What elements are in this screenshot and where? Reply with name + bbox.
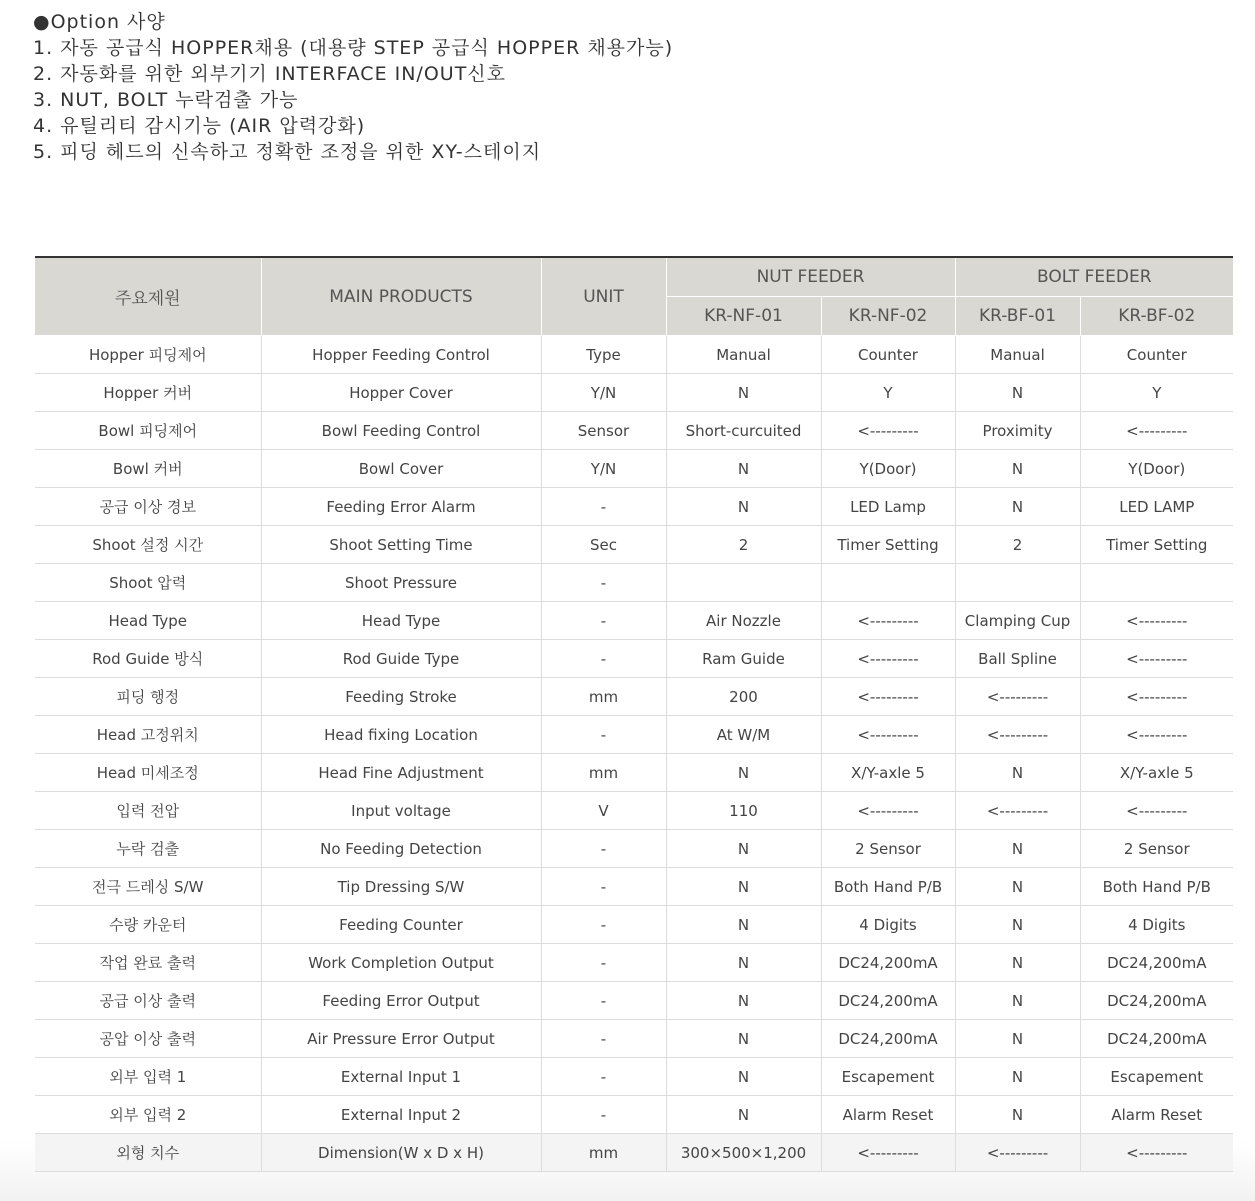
cell-kr-nf-02: <--------- bbox=[821, 602, 955, 640]
cell-unit: - bbox=[541, 602, 666, 640]
cell-kr-bf-01: <--------- bbox=[955, 716, 1080, 754]
cell-kr-bf-01: N bbox=[955, 1058, 1080, 1096]
cell-kr-bf-01: <--------- bbox=[955, 1134, 1080, 1172]
table-row bbox=[35, 1096, 1233, 1134]
cell-unit: - bbox=[541, 1058, 666, 1096]
cell-kr-nf-02: Counter bbox=[821, 336, 955, 374]
cell-kr-bf-01: N bbox=[955, 754, 1080, 792]
cell-kr-bf-02: <--------- bbox=[1080, 602, 1233, 640]
cell-kr-nf-01: N bbox=[666, 944, 821, 982]
cell-main-product: Bowl Cover bbox=[261, 450, 541, 488]
cell-kr-bf-01: <--------- bbox=[955, 792, 1080, 830]
cell-kr-nf-01: N bbox=[666, 1020, 821, 1058]
header-model-kr-nf-02: KR-NF-02 bbox=[821, 297, 955, 336]
cell-kr-bf-01: Proximity bbox=[955, 412, 1080, 450]
option-item-3: 3. NUT, BOLT 누락검출 가능 bbox=[33, 89, 299, 111]
cell-main-product: Bowl Feeding Control bbox=[261, 412, 541, 450]
cell-main-product: Head Type bbox=[261, 602, 541, 640]
cell-kr-nf-01: N bbox=[666, 374, 821, 412]
cell-kr-bf-02: Alarm Reset bbox=[1080, 1096, 1233, 1134]
cell-kr-nf-01: N bbox=[666, 488, 821, 526]
option-spec-list bbox=[33, 9, 673, 165]
cell-kr-nf-01: 200 bbox=[666, 678, 821, 716]
cell-unit: Y/N bbox=[541, 450, 666, 488]
table-row bbox=[35, 1058, 1233, 1096]
header-nut-feeder: NUT FEEDER bbox=[666, 257, 955, 297]
cell-spec-kr: 작업 완료 출력 bbox=[35, 944, 261, 982]
cell-kr-bf-02: <--------- bbox=[1080, 792, 1233, 830]
table-row bbox=[35, 1020, 1233, 1058]
table-row bbox=[35, 526, 1233, 564]
spec-table-header bbox=[35, 257, 1233, 336]
cell-kr-bf-01: N bbox=[955, 488, 1080, 526]
cell-kr-nf-01: Ram Guide bbox=[666, 640, 821, 678]
cell-kr-bf-01: Clamping Cup bbox=[955, 602, 1080, 640]
cell-kr-nf-02: DC24,200mA bbox=[821, 982, 955, 1020]
cell-unit: - bbox=[541, 488, 666, 526]
option-item-4: 4. 유틸리티 감시기능 (AIR 압력강화) bbox=[33, 115, 366, 137]
cell-kr-nf-02: Timer Setting bbox=[821, 526, 955, 564]
cell-unit: - bbox=[541, 868, 666, 906]
table-row bbox=[35, 944, 1233, 982]
cell-kr-nf-02: <--------- bbox=[821, 412, 955, 450]
cell-spec-kr: Bowl 커버 bbox=[35, 450, 261, 488]
header-model-kr-bf-02: KR-BF-02 bbox=[1080, 297, 1233, 336]
table-row bbox=[35, 792, 1233, 830]
cell-kr-nf-01: 300×500×1,200 bbox=[666, 1134, 821, 1172]
table-row bbox=[35, 412, 1233, 450]
cell-main-product: Air Pressure Error Output bbox=[261, 1020, 541, 1058]
cell-kr-bf-01: N bbox=[955, 450, 1080, 488]
cell-kr-bf-01: N bbox=[955, 868, 1080, 906]
cell-spec-kr: 공압 이상 출력 bbox=[35, 1020, 261, 1058]
cell-kr-bf-01: N bbox=[955, 982, 1080, 1020]
cell-unit: - bbox=[541, 906, 666, 944]
cell-spec-kr: 전극 드레싱 S/W bbox=[35, 868, 261, 906]
cell-spec-kr: 공급 이상 출력 bbox=[35, 982, 261, 1020]
table-row bbox=[35, 1134, 1233, 1172]
cell-main-product: Head fixing Location bbox=[261, 716, 541, 754]
cell-kr-bf-02: Counter bbox=[1080, 336, 1233, 374]
cell-kr-nf-01: N bbox=[666, 754, 821, 792]
cell-kr-nf-01: N bbox=[666, 1058, 821, 1096]
cell-unit: - bbox=[541, 1020, 666, 1058]
spec-table bbox=[35, 256, 1233, 1172]
option-item-5: 5. 피딩 헤드의 신속하고 정확한 조정을 위한 XY-스테이지 bbox=[33, 141, 542, 163]
cell-kr-nf-01: N bbox=[666, 1096, 821, 1134]
cell-kr-nf-01: N bbox=[666, 830, 821, 868]
cell-kr-nf-02: Y(Door) bbox=[821, 450, 955, 488]
cell-kr-bf-01 bbox=[955, 564, 1080, 602]
cell-kr-bf-02: <--------- bbox=[1080, 412, 1233, 450]
cell-unit: - bbox=[541, 1096, 666, 1134]
table-row bbox=[35, 374, 1233, 412]
cell-kr-bf-02: 4 Digits bbox=[1080, 906, 1233, 944]
cell-kr-bf-02: <--------- bbox=[1080, 640, 1233, 678]
cell-kr-bf-01: 2 bbox=[955, 526, 1080, 564]
cell-kr-bf-01: N bbox=[955, 830, 1080, 868]
cell-kr-bf-02: Both Hand P/B bbox=[1080, 868, 1233, 906]
cell-unit: - bbox=[541, 564, 666, 602]
table-row bbox=[35, 868, 1233, 906]
cell-kr-nf-02: Both Hand P/B bbox=[821, 868, 955, 906]
cell-main-product: Shoot Setting Time bbox=[261, 526, 541, 564]
table-row bbox=[35, 982, 1233, 1020]
cell-kr-bf-01: <--------- bbox=[955, 678, 1080, 716]
cell-spec-kr: 외형 치수 bbox=[35, 1134, 261, 1172]
cell-kr-nf-02: Y bbox=[821, 374, 955, 412]
cell-kr-bf-02: DC24,200mA bbox=[1080, 944, 1233, 982]
cell-kr-nf-02: DC24,200mA bbox=[821, 944, 955, 982]
cell-spec-kr: Head Type bbox=[35, 602, 261, 640]
cell-main-product: External Input 2 bbox=[261, 1096, 541, 1134]
table-row bbox=[35, 830, 1233, 868]
cell-unit: - bbox=[541, 716, 666, 754]
cell-kr-nf-01: N bbox=[666, 868, 821, 906]
cell-spec-kr: Shoot 압력 bbox=[35, 564, 261, 602]
cell-spec-kr: Hopper 피딩제어 bbox=[35, 336, 261, 374]
cell-main-product: Tip Dressing S/W bbox=[261, 868, 541, 906]
cell-main-product: Input voltage bbox=[261, 792, 541, 830]
cell-spec-kr: Shoot 설정 시간 bbox=[35, 526, 261, 564]
cell-main-product: Feeding Error Output bbox=[261, 982, 541, 1020]
table-row bbox=[35, 640, 1233, 678]
cell-kr-nf-02: LED Lamp bbox=[821, 488, 955, 526]
cell-main-product: Feeding Error Alarm bbox=[261, 488, 541, 526]
cell-main-product: Work Completion Output bbox=[261, 944, 541, 982]
cell-kr-nf-02: <--------- bbox=[821, 640, 955, 678]
cell-main-product: Hopper Feeding Control bbox=[261, 336, 541, 374]
cell-main-product: Hopper Cover bbox=[261, 374, 541, 412]
table-row bbox=[35, 450, 1233, 488]
header-main-products: MAIN PRODUCTS bbox=[261, 257, 541, 336]
cell-kr-nf-01: N bbox=[666, 450, 821, 488]
cell-main-product: External Input 1 bbox=[261, 1058, 541, 1096]
cell-unit: Sec bbox=[541, 526, 666, 564]
cell-spec-kr: 피딩 행정 bbox=[35, 678, 261, 716]
header-unit: UNIT bbox=[541, 257, 666, 336]
cell-kr-bf-01: Ball Spline bbox=[955, 640, 1080, 678]
cell-unit: - bbox=[541, 640, 666, 678]
cell-kr-nf-02 bbox=[821, 564, 955, 602]
cell-spec-kr: Hopper 커버 bbox=[35, 374, 261, 412]
cell-spec-kr: 수량 카운터 bbox=[35, 906, 261, 944]
cell-kr-nf-01 bbox=[666, 564, 821, 602]
cell-kr-nf-01: Manual bbox=[666, 336, 821, 374]
cell-kr-nf-01: Short-curcuited bbox=[666, 412, 821, 450]
cell-kr-bf-02: X/Y-axle 5 bbox=[1080, 754, 1233, 792]
cell-kr-nf-01: N bbox=[666, 906, 821, 944]
header-model-kr-nf-01: KR-NF-01 bbox=[666, 297, 821, 336]
cell-spec-kr: 외부 입력 1 bbox=[35, 1058, 261, 1096]
table-row bbox=[35, 564, 1233, 602]
cell-main-product: Rod Guide Type bbox=[261, 640, 541, 678]
header-spec-kr: 주요제원 bbox=[35, 257, 261, 336]
cell-unit: Y/N bbox=[541, 374, 666, 412]
cell-unit: mm bbox=[541, 754, 666, 792]
cell-kr-bf-02: DC24,200mA bbox=[1080, 982, 1233, 1020]
cell-kr-bf-02: Timer Setting bbox=[1080, 526, 1233, 564]
cell-kr-nf-02: 2 Sensor bbox=[821, 830, 955, 868]
cell-kr-bf-02: LED LAMP bbox=[1080, 488, 1233, 526]
cell-main-product: Feeding Stroke bbox=[261, 678, 541, 716]
cell-spec-kr: Rod Guide 방식 bbox=[35, 640, 261, 678]
cell-spec-kr: 입력 전압 bbox=[35, 792, 261, 830]
cell-kr-nf-01: 2 bbox=[666, 526, 821, 564]
cell-spec-kr: Head 미세조정 bbox=[35, 754, 261, 792]
spec-table-body bbox=[35, 336, 1233, 1172]
cell-kr-nf-02: Escapement bbox=[821, 1058, 955, 1096]
cell-kr-bf-01: Manual bbox=[955, 336, 1080, 374]
cell-unit: mm bbox=[541, 678, 666, 716]
option-heading: ●Option 사양 bbox=[33, 11, 166, 33]
cell-main-product: Feeding Counter bbox=[261, 906, 541, 944]
table-row bbox=[35, 906, 1233, 944]
cell-kr-nf-01: N bbox=[666, 982, 821, 1020]
cell-kr-nf-01: 110 bbox=[666, 792, 821, 830]
cell-unit: - bbox=[541, 982, 666, 1020]
option-item-1: 1. 자동 공급식 HOPPER채용 (대용량 STEP 공급식 HOPPER 채용가능) bbox=[33, 37, 674, 59]
option-item-2: 2. 자동화를 위한 외부기기 INTERFACE IN/OUT신호 bbox=[33, 63, 507, 85]
cell-unit: V bbox=[541, 792, 666, 830]
cell-kr-bf-02: <--------- bbox=[1080, 678, 1233, 716]
cell-spec-kr: 외부 입력 2 bbox=[35, 1096, 261, 1134]
cell-kr-bf-02: <--------- bbox=[1080, 1134, 1233, 1172]
cell-kr-nf-01: At W/M bbox=[666, 716, 821, 754]
cell-kr-nf-01: Air Nozzle bbox=[666, 602, 821, 640]
cell-main-product: Head Fine Adjustment bbox=[261, 754, 541, 792]
cell-kr-bf-02: 2 Sensor bbox=[1080, 830, 1233, 868]
cell-main-product: Shoot Pressure bbox=[261, 564, 541, 602]
table-row bbox=[35, 336, 1233, 374]
cell-kr-bf-01: N bbox=[955, 944, 1080, 982]
cell-kr-nf-02: <--------- bbox=[821, 1134, 955, 1172]
cell-main-product: No Feeding Detection bbox=[261, 830, 541, 868]
cell-unit: - bbox=[541, 944, 666, 982]
cell-kr-bf-02: <--------- bbox=[1080, 716, 1233, 754]
cell-spec-kr: Bowl 피딩제어 bbox=[35, 412, 261, 450]
cell-kr-nf-02: X/Y-axle 5 bbox=[821, 754, 955, 792]
header-bolt-feeder: BOLT FEEDER bbox=[955, 257, 1233, 297]
cell-kr-bf-02: DC24,200mA bbox=[1080, 1020, 1233, 1058]
cell-kr-bf-02 bbox=[1080, 564, 1233, 602]
cell-kr-nf-02: <--------- bbox=[821, 716, 955, 754]
cell-kr-nf-02: <--------- bbox=[821, 792, 955, 830]
cell-kr-bf-01: N bbox=[955, 1020, 1080, 1058]
cell-kr-bf-01: N bbox=[955, 906, 1080, 944]
cell-unit: Sensor bbox=[541, 412, 666, 450]
cell-kr-bf-02: Y bbox=[1080, 374, 1233, 412]
cell-unit: mm bbox=[541, 1134, 666, 1172]
cell-kr-nf-02: Alarm Reset bbox=[821, 1096, 955, 1134]
cell-unit: - bbox=[541, 830, 666, 868]
table-row bbox=[35, 716, 1233, 754]
cell-main-product: Dimension(W x D x H) bbox=[261, 1134, 541, 1172]
cell-spec-kr: Head 고정위치 bbox=[35, 716, 261, 754]
table-row bbox=[35, 678, 1233, 716]
table-row bbox=[35, 602, 1233, 640]
header-model-kr-bf-01: KR-BF-01 bbox=[955, 297, 1080, 336]
cell-kr-nf-02: DC24,200mA bbox=[821, 1020, 955, 1058]
cell-kr-nf-02: <--------- bbox=[821, 678, 955, 716]
cell-kr-nf-02: 4 Digits bbox=[821, 906, 955, 944]
cell-unit: Type bbox=[541, 336, 666, 374]
cell-spec-kr: 공급 이상 경보 bbox=[35, 488, 261, 526]
cell-kr-bf-01: N bbox=[955, 374, 1080, 412]
cell-kr-bf-02: Escapement bbox=[1080, 1058, 1233, 1096]
cell-kr-bf-01: N bbox=[955, 1096, 1080, 1134]
cell-kr-bf-02: Y(Door) bbox=[1080, 450, 1233, 488]
cell-spec-kr: 누락 검출 bbox=[35, 830, 261, 868]
table-row bbox=[35, 488, 1233, 526]
table-row bbox=[35, 754, 1233, 792]
